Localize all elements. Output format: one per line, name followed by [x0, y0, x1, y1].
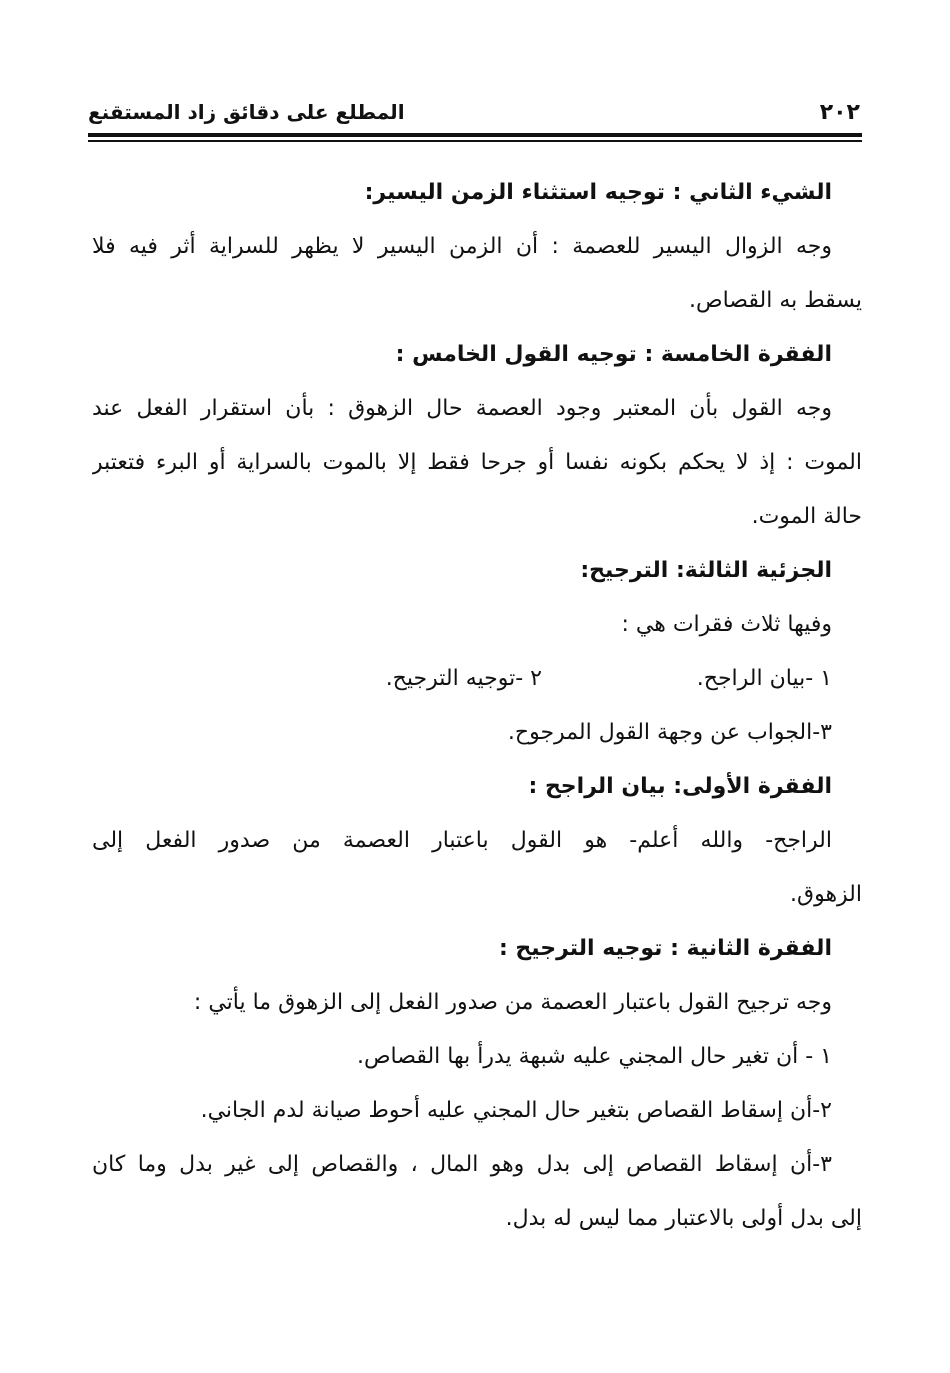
- header-rule-thick: [88, 133, 862, 137]
- subheading-third-part: الجزئية الثالثة: الترجيح:: [580, 558, 832, 583]
- list-item: ١ -بيان الراجح.: [696, 666, 832, 691]
- page-number: ٢٠٢: [819, 100, 860, 125]
- paragraph-line: وجه الزوال اليسير للعصمة : أن الزمن اليسير لا يظهر للسراية أثر فيه فلا: [92, 234, 832, 259]
- paragraph-line: الراجح- والله أعلم- هو القول باعتبار العصمة من صدور الفعل إلى: [92, 828, 832, 853]
- page-header: [88, 96, 860, 136]
- paragraph-line: وجه القول بأن المعتبر وجود العصمة حال الزهوق : بأن استقرار الفعل عند: [92, 396, 832, 421]
- paragraph-line: يسقط به القصاص.: [689, 288, 862, 313]
- list-item: ٣-أن إسقاط القصاص إلى بدل وهو المال ، والقصاص إلى غير بدل وما كان: [92, 1152, 832, 1177]
- subheading-fifth-paragraph: الفقرة الخامسة : توجيه القول الخامس :: [395, 342, 832, 367]
- paragraph-line: الموت : إذ لا يحكم بكونه نفسا أو جرحا فقط إلا بالموت بالسراية أو البرء فتعتبر: [92, 450, 862, 475]
- list-row: [92, 652, 862, 706]
- running-title: المطلع على دقائق زاد المستقنع: [88, 100, 405, 124]
- subheading-first-paragraph: الفقرة الأولى: بيان الراجح :: [528, 774, 832, 799]
- subheading-second-paragraph: الفقرة الثانية : توجيه الترجيح :: [498, 936, 832, 961]
- paragraph-line: وفيها ثلاث فقرات هي :: [621, 612, 832, 637]
- paragraph-line: حالة الموت.: [751, 504, 862, 529]
- list-item: ٣-الجواب عن وجهة القول المرجوح.: [507, 720, 832, 745]
- header-rule-thin: [88, 140, 862, 142]
- paragraph-line: إلى بدل أولى بالاعتبار مما ليس له بدل.: [505, 1206, 862, 1231]
- list-item: ١ - أن تغير حال المجني عليه شبهة يدرأ بها القصاص.: [356, 1044, 832, 1069]
- list-item: ٢-أن إسقاط القصاص بتغير حال المجني عليه أحوط صيانة لدم الجاني.: [200, 1098, 832, 1123]
- subheading-second-thing: الشيء الثاني : توجيه استثناء الزمن اليسير:: [364, 180, 832, 205]
- paragraph-line: الزهوق.: [790, 882, 862, 907]
- body-text: [92, 166, 862, 1246]
- list-item: ٢ -توجيه الترجيح.: [385, 666, 542, 691]
- paragraph-line: وجه ترجيح القول باعتبار العصمة من صدور الفعل إلى الزهوق ما يأتي :: [193, 990, 832, 1015]
